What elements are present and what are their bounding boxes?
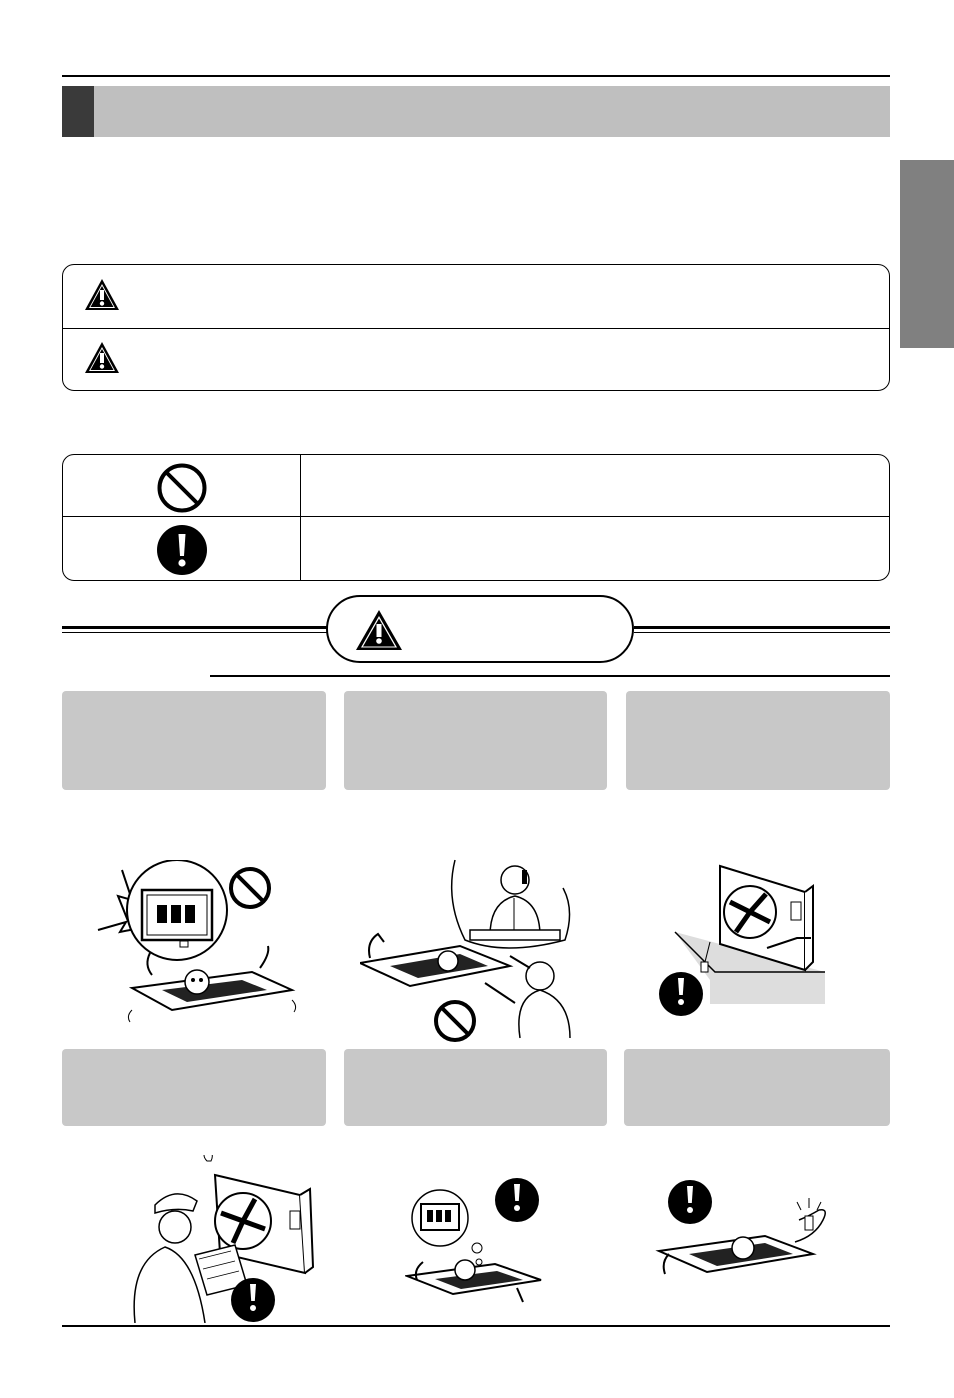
exclamation-circle-icon — [156, 524, 208, 576]
signal-word-legend — [62, 264, 890, 391]
illustration-breaker-cassette — [92, 860, 312, 1025]
instruction-card-4 — [62, 1049, 326, 1126]
banner-warning-icon — [355, 609, 403, 651]
instruction-card-1 — [62, 691, 326, 790]
warning-banner — [326, 595, 634, 663]
illustration-dedicated-breaker — [405, 1176, 547, 1316]
instruction-card-5 — [344, 1049, 607, 1126]
symbol-legend — [62, 454, 890, 581]
instruction-card-6 — [624, 1049, 890, 1126]
section-title-bar — [62, 86, 890, 137]
banner-underline — [210, 675, 890, 677]
intro-text — [62, 160, 886, 176]
symbol-legend-divider — [63, 516, 889, 517]
side-language-tab — [900, 160, 954, 348]
banner-line-left-thick — [62, 626, 328, 629]
illustration-service-call — [360, 858, 580, 1048]
banner-line-left-thin — [62, 632, 328, 633]
legend-divider — [63, 328, 889, 329]
bottom-rule — [62, 1325, 890, 1327]
symbol-legend-column-divider — [300, 455, 301, 580]
top-rule — [62, 75, 890, 77]
banner-line-right-thick — [634, 626, 890, 629]
warning-triangle-icon — [83, 277, 121, 313]
illustration-cassette-fuse — [655, 1176, 840, 1296]
caution-triangle-icon — [83, 340, 121, 376]
prohibited-circle-icon — [156, 462, 208, 514]
instruction-card-3 — [626, 691, 890, 790]
section-title-tab — [62, 86, 94, 137]
instruction-card-2 — [344, 691, 607, 790]
illustration-installer-manual — [125, 1155, 320, 1323]
banner-line-right-thin — [634, 632, 890, 633]
illustration-outdoor-ground — [655, 862, 830, 1017]
